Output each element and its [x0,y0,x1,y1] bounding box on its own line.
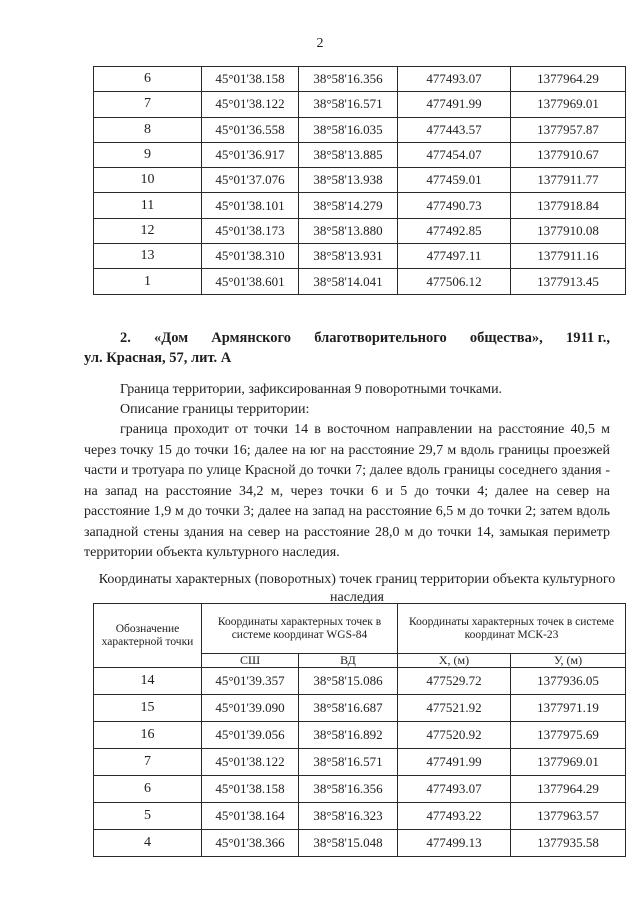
point-number-cell: 8 [94,117,202,142]
header-point: Обозначение характерной точки [94,604,202,668]
latitude-cell: 45°01'36.558 [202,117,299,142]
table-row [94,193,626,218]
x-cell: 477493.07 [398,67,511,92]
longitude-cell: 38°58'16.323 [299,803,398,830]
section-title-word: 1911 г., [565,330,610,346]
table-row [94,722,626,749]
section-title-word: Армянского [211,330,292,346]
point-number-cell: 16 [94,722,202,749]
x-cell: 477443.57 [398,117,511,142]
table-row [94,168,626,193]
point-number-cell: 10 [94,168,202,193]
header-y: У, (м) [511,654,626,668]
table-row [94,269,626,294]
point-number-cell: 12 [94,218,202,243]
y-cell: 1377913.45 [511,269,626,294]
x-cell: 477490.73 [398,193,511,218]
longitude-cell: 38°58'16.571 [299,749,398,776]
point-number-cell: 5 [94,803,202,830]
table-row [94,142,626,167]
latitude-cell: 45°01'38.122 [202,92,299,117]
table-row [94,218,626,243]
longitude-cell: 38°58'14.041 [299,269,398,294]
point-number-cell: 14 [94,668,202,695]
section-heading-line2: ул. Красная, 57, лит. А [84,350,232,366]
y-cell: 1377963.57 [511,803,626,830]
latitude-cell: 45°01'38.173 [202,218,299,243]
x-cell: 477497.11 [398,244,511,269]
coordinates-table-continued [93,66,626,295]
point-number-cell: 9 [94,142,202,167]
header-longitude: ВД [299,654,398,668]
x-cell: 477499.13 [398,830,511,857]
x-cell: 477491.99 [398,749,511,776]
table-row [94,244,626,269]
y-cell: 1377910.08 [511,218,626,243]
x-cell: 477459.01 [398,168,511,193]
y-cell: 1377969.01 [511,92,626,117]
table-row [94,67,626,92]
table-caption: Координаты характерных (поворотных) точек границ территории объекта культурного наследия [98,572,616,605]
longitude-cell: 38°58'15.086 [299,668,398,695]
y-cell: 1377911.16 [511,244,626,269]
y-cell: 1377911.77 [511,168,626,193]
x-cell: 477493.07 [398,776,511,803]
table-body [94,668,626,857]
y-cell: 1377969.01 [511,749,626,776]
longitude-cell: 38°58'13.931 [299,244,398,269]
latitude-cell: 45°01'38.101 [202,193,299,218]
latitude-cell: 45°01'37.076 [202,168,299,193]
y-cell: 1377964.29 [511,776,626,803]
y-cell: 1377964.29 [511,67,626,92]
y-cell: 1377975.69 [511,722,626,749]
header-x: X, (м) [398,654,511,668]
latitude-cell: 45°01'38.122 [202,749,299,776]
x-cell: 477492.85 [398,218,511,243]
x-cell: 477506.12 [398,269,511,294]
point-number-cell: 13 [94,244,202,269]
longitude-cell: 38°58'15.048 [299,830,398,857]
x-cell: 477491.99 [398,92,511,117]
header-msk23: Координаты характерных точек в системе координат МСК-23 [398,604,626,654]
point-number-cell: 7 [94,92,202,117]
longitude-cell: 38°58'16.035 [299,117,398,142]
table-body [94,67,626,295]
x-cell: 477454.07 [398,142,511,167]
table-row [94,92,626,117]
longitude-cell: 38°58'13.938 [299,168,398,193]
section-title-word: общества», [469,330,543,346]
section-title-word: благотворительного [314,330,447,346]
latitude-cell: 45°01'38.158 [202,67,299,92]
longitude-cell: 38°58'16.571 [299,92,398,117]
longitude-cell: 38°58'16.356 [299,67,398,92]
latitude-cell: 45°01'38.158 [202,776,299,803]
section-heading [84,328,610,368]
longitude-cell: 38°58'14.279 [299,193,398,218]
latitude-cell: 45°01'36.917 [202,142,299,167]
latitude-cell: 45°01'38.310 [202,244,299,269]
point-number-cell: 6 [94,776,202,803]
latitude-cell: 45°01'38.366 [202,830,299,857]
header-latitude: СШ [202,654,299,668]
x-cell: 477529.72 [398,668,511,695]
latitude-cell: 45°01'39.357 [202,668,299,695]
latitude-cell: 45°01'38.164 [202,803,299,830]
header-wgs84: Координаты характерных точек в системе координат WGS-84 [202,604,398,654]
point-number-cell: 11 [94,193,202,218]
page-number: 2 [316,36,324,51]
x-cell: 477521.92 [398,695,511,722]
point-number-cell: 7 [94,749,202,776]
section-number: 2. [120,330,131,346]
y-cell: 1377910.67 [511,142,626,167]
table-row [94,776,626,803]
point-number-cell: 6 [94,67,202,92]
x-cell: 477520.92 [398,722,511,749]
longitude-cell: 38°58'16.356 [299,776,398,803]
coordinates-table [93,603,626,857]
table-row [94,830,626,857]
latitude-cell: 45°01'39.056 [202,722,299,749]
section-heading-line1 [84,328,610,348]
longitude-cell: 38°58'16.687 [299,695,398,722]
y-cell: 1377957.87 [511,117,626,142]
table-header [94,604,626,668]
boundary-description-label: Описание границы территории: [120,402,310,417]
table-row [94,803,626,830]
latitude-cell: 45°01'38.601 [202,269,299,294]
longitude-cell: 38°58'13.885 [299,142,398,167]
y-cell: 1377918.84 [511,193,626,218]
table-row [94,749,626,776]
y-cell: 1377935.58 [511,830,626,857]
table-row [94,668,626,695]
longitude-cell: 38°58'13.880 [299,218,398,243]
table-row [94,695,626,722]
boundary-description: граница проходит от точки 14 в восточном направлении на расстояние 40,5 м через точку 15 до точки 16; далее на юг на расстояние 29,7 м вдоль границы проезжей части и тротуара по улице Красной до точки 7; далее вдоль границы соседнего здания - на запад на расстояние 34,2 м, через точки 6 и 5 до точки 4; далее на север на расстояние 1,9 м до точки 3; далее на запад на расстояние 6,5 м до точки 2; затем вдоль западной стены здания на север на расстояние 28,0 м до точки 14, замыкая периметр территории объекта культурного наследия. [84,422,610,560]
point-number-cell: 15 [94,695,202,722]
y-cell: 1377971.19 [511,695,626,722]
table-row [94,117,626,142]
x-cell: 477493.22 [398,803,511,830]
latitude-cell: 45°01'39.090 [202,695,299,722]
point-number-cell: 4 [94,830,202,857]
point-number-cell: 1 [94,269,202,294]
y-cell: 1377936.05 [511,668,626,695]
section-title-word: «Дом [154,330,189,346]
longitude-cell: 38°58'16.892 [299,722,398,749]
boundary-points-count: Граница территории, зафиксированная 9 поворотными точками. [120,382,503,397]
